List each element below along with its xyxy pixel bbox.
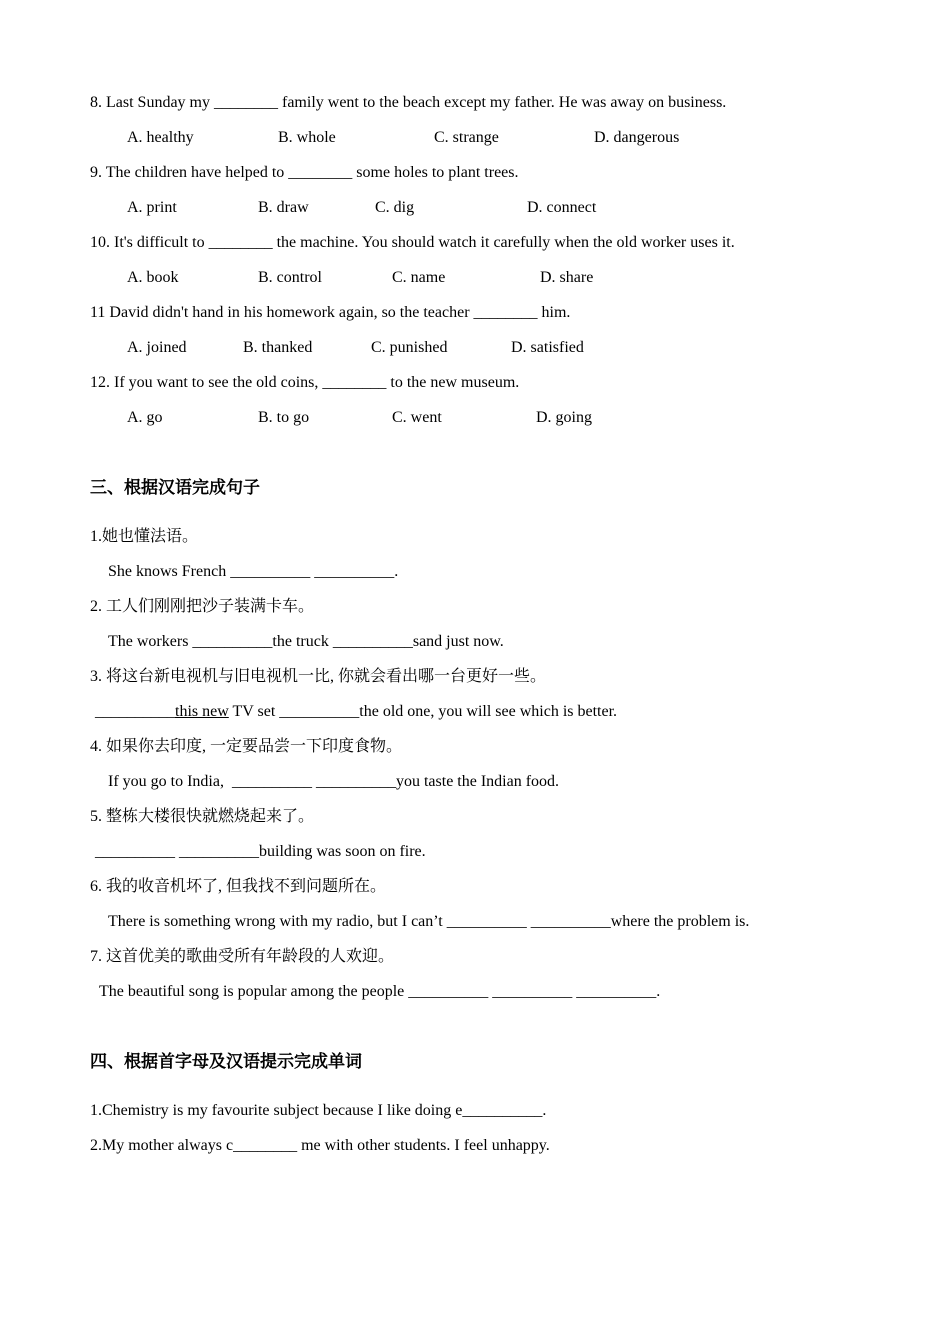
option-a: A. book [127,269,179,286]
item-4-chinese: 4. 如果你去印度, 一定要品尝一下印度食物。 [90,738,403,756]
item-1-chinese: 1.她也懂法语。 [90,528,199,546]
option-d: D. going [536,409,592,426]
word-item-1: 1.Chemistry is my favourite subject because I like doing e__________. [90,1102,547,1120]
question-11-options [127,330,870,365]
option-c: C. name [392,269,446,286]
question-12-text: 12. If you want to see the old coins, ________ to the new museum. [90,374,520,391]
option-b: B. control [258,269,322,286]
item-6-chinese: 6. 我的收音机坏了, 但我找不到问题所在。 [90,878,387,896]
question-10-text: 10. It's difficult to ________ the machine. You should watch it carefully when the old worker uses it. [90,234,735,251]
item-4-english: If you go to India, __________ __________you taste the Indian food. [108,773,560,791]
question-10-options [127,260,870,295]
section3-items [90,519,870,1009]
item-3-english-rest: TV set __________the old one, you will see which is better. [228,703,618,721]
multiple-choice-section [90,85,870,435]
item-5-chinese: 5. 整栋大楼很快就燃烧起来了。 [90,808,315,826]
option-c: C. went [392,409,442,426]
option-d: D. connect [527,199,597,216]
option-a: A. healthy [127,129,194,146]
item-2-english: The workers __________the truck __________sand just now. [108,633,504,651]
item-3-english [90,694,870,729]
option-c: C. dig [375,199,415,216]
question-11-text: 11 David didn't hand in his homework again, so the teacher ________ him. [90,304,571,321]
option-a: A. joined [127,339,187,356]
item-5-english: __________ __________building was soon on fire. [95,843,426,861]
option-a: A. go [127,409,163,426]
option-b: B. draw [258,199,309,216]
question-9-options [127,190,870,225]
item-6-english: There is something wrong with my radio, but I can’t __________ __________where the problem is. [108,913,750,931]
section4-title: 四、根据首字母及汉语提示完成单词 [90,1052,362,1072]
item-3-chinese: 3. 将这台新电视机与旧电视机一比, 你就会看出哪一台更好一些。 [90,668,547,686]
option-b: B. thanked [243,339,313,356]
option-d: D. share [540,269,594,286]
item-3-english-underlined: this new [175,703,229,721]
item-1-english: She knows French __________ __________. [108,563,399,581]
question-8-options [127,120,870,155]
option-a: A. print [127,199,177,216]
item-3-english-blank: __________ [95,703,175,721]
option-d: D. satisfied [511,339,584,356]
item-7-chinese: 7. 这首优美的歌曲受所有年龄段的人欢迎。 [90,948,395,966]
option-c: C. strange [434,129,499,146]
question-9-text: 9. The children have helped to ________ some holes to plant trees. [90,164,519,181]
option-c: C. punished [371,339,448,356]
option-b: B. whole [278,129,336,146]
word-item-2: 2.My mother always c________ me with other students. I feel unhappy. [90,1137,550,1155]
section4-items [90,1093,870,1163]
section3-title: 三、根据汉语完成句子 [90,478,260,497]
question-8-text: 8. Last Sunday my ________ family went to the beach except my father. He was away on business. [90,94,727,111]
question-12-options [127,400,870,435]
option-b: B. to go [258,409,310,426]
option-d: D. dangerous [594,129,680,146]
item-2-chinese: 2. 工人们刚刚把沙子装满卡车。 [90,598,315,616]
item-7-english: The beautiful song is popular among the people __________ __________ __________. [99,983,661,1001]
